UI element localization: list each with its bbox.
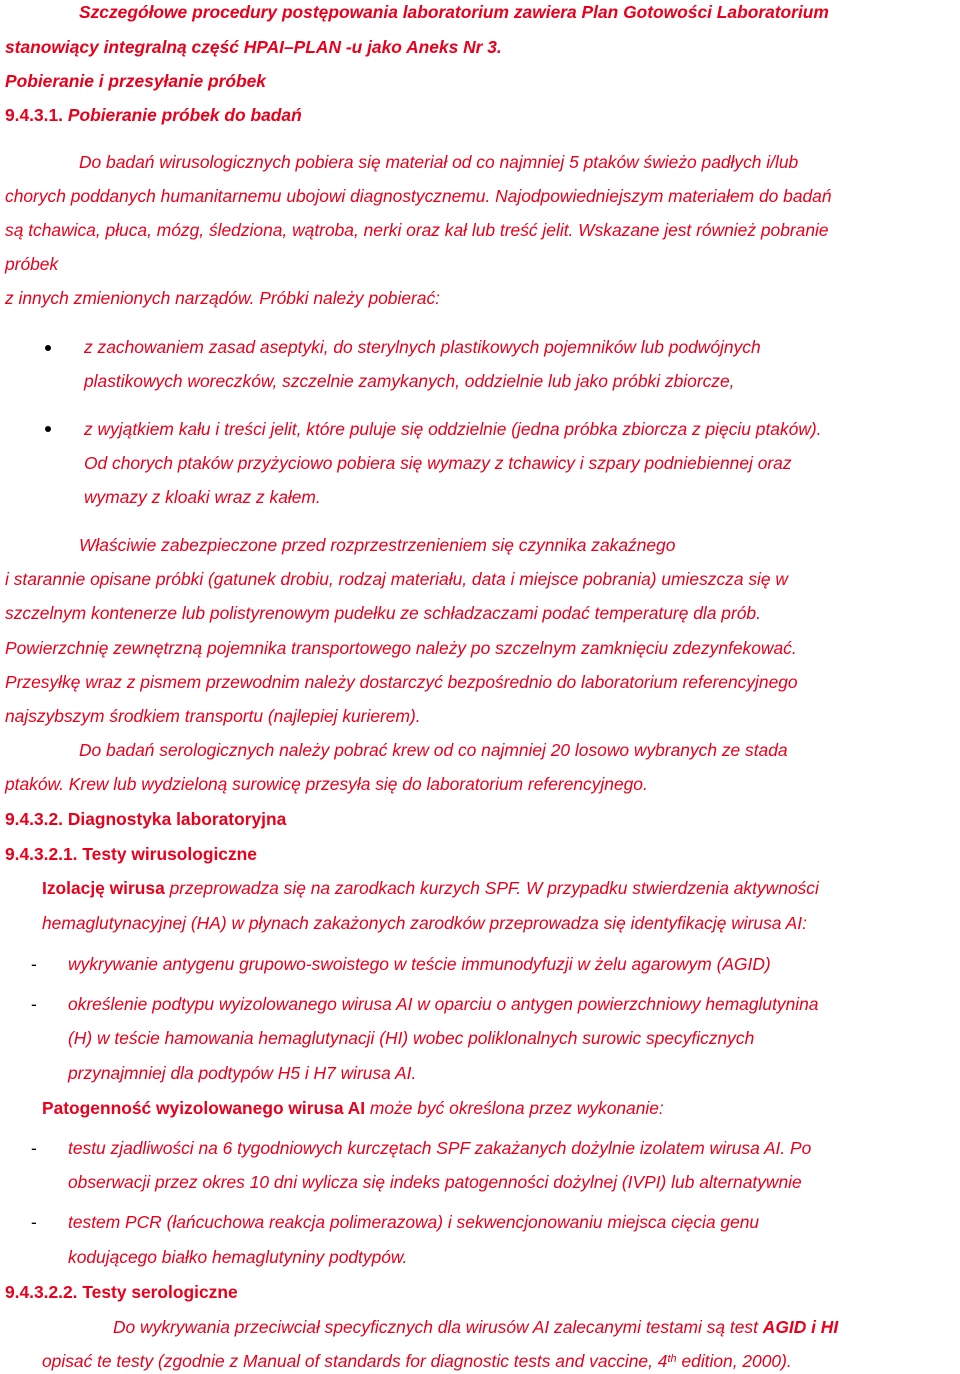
- section-number: 9.4.3.1.: [5, 105, 64, 125]
- intro-line-2: chorych poddanych humanitarnemu ubojowi diagnostycznemu. Najodpowiedniejszym materiałem do badań: [5, 186, 832, 206]
- section-title: Pobieranie próbek do badań: [63, 105, 302, 125]
- dash-item-2-line-3: przynajmniej dla podtypów H5 i H7 wirusa AI.: [68, 1063, 417, 1083]
- transport-line-4: Powierzchnię zewnętrzną pojemnika transportowego należy po szczelnym zamknięciu zdezynfekować.: [5, 638, 797, 658]
- heading-diagnostyka: 9.4.3.2. Diagnostyka laboratoryjna: [5, 809, 287, 829]
- transport-line-1: Właściwie zabezpieczone przed rozprzestrzenieniem się czynnika zakaźnego: [79, 535, 676, 555]
- intro-line-1: Do badań wirusologicznych pobiera się materiał od co najmniej 5 ptaków świeżo padłych i/lub: [79, 152, 799, 172]
- bullet-2-line-2: Od chorych ptaków przyżyciowo pobiera się wymazy z tchawicy i szpary podniebiennej oraz: [84, 453, 792, 473]
- intro-line-4: próbek: [5, 254, 59, 274]
- dash-item-4-line-1: testem PCR (łańcuchowa reakcja polimerazowa) i sekwencjonowaniu miejsca cięcia genu: [68, 1212, 760, 1232]
- dash-item-2-line-1: określenie podtypu wyizolowanego wirusa AI w oparciu o antygen powierzchniowy hemaglutynina: [68, 994, 819, 1014]
- sero-line-2-end: edition, 2000).: [676, 1351, 792, 1371]
- intro-line-5: z innych zmienionych narządów. Próbki należy pobierać:: [5, 288, 440, 308]
- bullet-dot-1: [45, 345, 51, 351]
- patogennosc-bold: Patogenność wyizolowanego wirusa AI: [42, 1098, 366, 1118]
- bullet-2-line-3: wymazy z kloaki wraz z kałem.: [84, 487, 321, 507]
- dash-item-2-line-2: (H) w teście hamowania hemaglutynacji (HI) wobec poliklonalnych surowic specyficznych: [68, 1028, 755, 1048]
- superscript-th: th: [667, 1353, 677, 1365]
- dash-3: -: [31, 1138, 37, 1158]
- sero-tests-bold: AGID i HI: [762, 1317, 839, 1337]
- dash-2: -: [31, 994, 37, 1014]
- header-line-1: Szczegółowe procedury postępowania laboratorium zawiera Plan Gotowości Laboratorium: [79, 2, 829, 22]
- section-heading: [5, 104, 302, 126]
- sero-line-2: [42, 1350, 792, 1372]
- bullet-1-line-2: plastikowych woreczków, szczelnie zamykanych, oddzielnie lub jako próbki zbiorcze,: [84, 371, 735, 391]
- patogennosc-line: [42, 1097, 664, 1119]
- transport-line-8: ptaków. Krew lub wydzieloną surowicę przesyła się do laboratorium referencyjnego.: [5, 774, 648, 794]
- heading-testy-wirusologiczne: 9.4.3.2.1. Testy wirusologiczne: [5, 844, 257, 864]
- izolacja-line-2: hemaglutynacyjnej (HA) w płynach zakażonych zarodków przeprowadza się identyfikację wirusa AI:: [42, 913, 807, 933]
- dash-item-3-line-1: testu zjadliwości na 6 tygodniowych kurczętach SPF zakażanych dożylnie izolatem wirusa AI. Po: [68, 1138, 812, 1158]
- dash-item-3-line-2: obserwacji przez okres 10 dni wylicza się indeks patogenności dożylnej (IVPI) lub alternatywnie: [68, 1172, 802, 1192]
- intro-line-3: są tchawica, płuca, mózg, śledziona, wątroba, nerki oraz kał lub treść jelit. Wskazane jest również pobranie: [5, 220, 829, 240]
- transport-line-3: szczelnym kontenerze lub polistyrenowym pudełku ze schładzaczami podać temperaturę dla prób.: [5, 603, 761, 623]
- bullet-2-line-1: z wyjątkiem kału i treści jelit, które puluje się oddzielnie (jedna próbka zbiorcza z pięciu ptaków).: [84, 419, 822, 439]
- izolacja-line-1: [42, 877, 819, 899]
- bullet-1-line-1: z zachowaniem zasad aseptyki, do sterylnych plastikowych pojemników lub podwójnych: [84, 337, 761, 357]
- header-line-3: Pobieranie i przesyłanie próbek: [5, 71, 266, 91]
- transport-line-5: Przesyłkę wraz z pismem przewodnim należy dostarczyć bezpośrednio do laboratorium referencyjnego: [5, 672, 798, 692]
- transport-line-2: i starannie opisane próbki (gatunek drobiu, rodzaj materiału, data i miejsce pobrania) umieszcza się w: [5, 569, 788, 589]
- header-line-2: stanowiący integralną część HPAI–PLAN -u jako Aneks Nr 3.: [5, 37, 502, 57]
- dash-item-4-line-2: kodującego białko hemaglutyniny podtypów.: [68, 1247, 408, 1267]
- dash-4: -: [31, 1212, 37, 1232]
- heading-testy-serologiczne: 9.4.3.2.2. Testy serologiczne: [5, 1282, 238, 1302]
- patogennosc-rest: może być określona przez wykonanie:: [365, 1098, 664, 1118]
- izolacja-bold: Izolację wirusa: [42, 878, 165, 898]
- izolacja-rest: przeprowadza się na zarodkach kurzych SPF. W przypadku stwierdzenia aktywności: [164, 878, 819, 898]
- transport-line-7: Do badań serologicznych należy pobrać krew od co najmniej 20 losowo wybranych ze stada: [79, 740, 788, 760]
- bullet-dot-2: [45, 426, 51, 432]
- dash-item-1: wykrywanie antygenu grupowo-swoistego w teście immunodyfuzji w żelu agarowym (AGID): [68, 954, 771, 974]
- sero-line-1-text: Do wykrywania przeciwciał specyficznych dla wirusów AI zalecanymi testami są test: [113, 1317, 763, 1337]
- dash-1: -: [31, 954, 37, 974]
- sero-line-2-text: opisać te testy (zgodnie z Manual of standards for diagnostic tests and vaccine, 4: [42, 1351, 668, 1371]
- transport-line-6: najszybszym środkiem transportu (najlepiej kurierem).: [5, 706, 421, 726]
- sero-line-1: [113, 1316, 838, 1338]
